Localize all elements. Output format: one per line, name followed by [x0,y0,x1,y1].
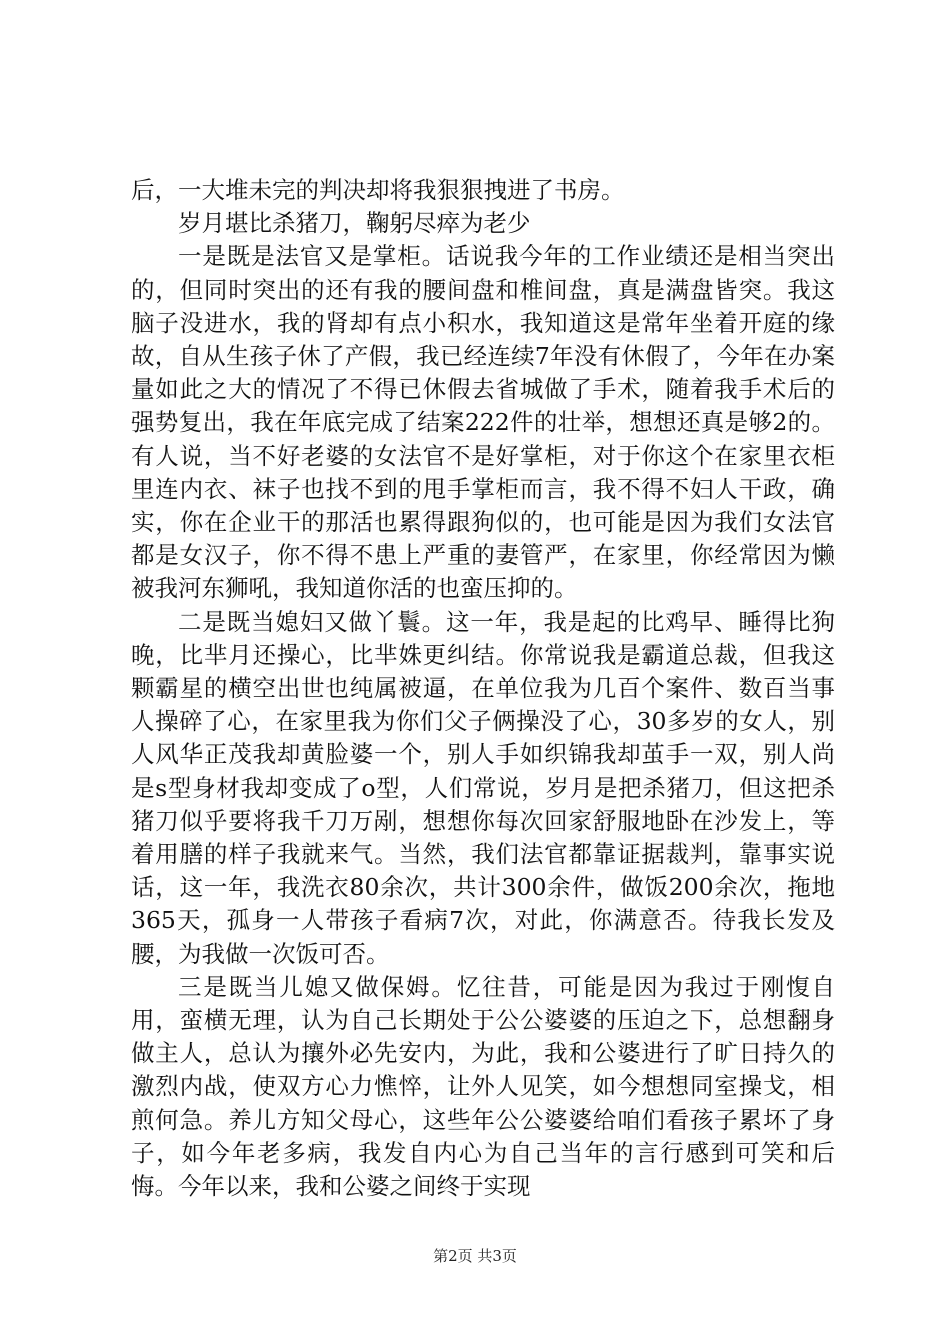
page-footer: 第2页 共3页 [433,1247,517,1265]
paragraph-5: 三是既当儿媳又做保姆。忆往昔，可能是因为我过于刚愎自用，蛮横无理，认为自己长期处于公公婆婆的压迫之下，总想翻身做主人，总认为攘外必先安内，为此，我和公婆进行了旷日持久的激烈内战，使双方心力憔悴，让外人见笑，如今想想同室操戈，相煎何急。养儿方知父母心，这些年公公婆婆给咱们看孩子累坏了身子，如今年老多病，我发自内心为自己当年的言行感到可笑和后悔。今年以来，我和公婆之间终于实现 [131,972,835,1201]
document-body [131,174,835,1203]
paragraph-1: 后，一大堆未完的判决却将我狠狠拽进了书房。 [131,176,625,204]
paragraph-2: 岁月堪比杀猪刀，鞠躬尽瘁为老少 [178,209,531,238]
paragraph-3: 一是既是法官又是掌柜。话说我今年的工作业绩还是相当突出的，但同时突出的还有我的腰间盘和椎间盘，真是满盘皆突。我这脑子没进水，我的肾却有点小积水，我知道这是常年坐着开庭的缘故，自从生孩子休了产假，我已经连续7年没有休假了，今年在办案量如此之大的情况了不得已休假去省城做了手术，随着我手术后的强势复出，我在年底完成了结案222件的壮举，想想还真是够2的。有人说，当不好老婆的女法官不是好掌柜，对于你这个在家里衣柜里连内衣、袜子也找不到的甩手掌柜而言，我不得不妇人干政，确实，你在企业干的那活也累得跟狗似的，也可能是因为我们女法官都是女汉子，你不得不患上严重的妻管严，在家里，你经常因为懒被我河东狮吼，我知道你活的也蛮压抑的。 [131,242,835,603]
paragraph-4: 二是既当媳妇又做丫鬟。这一年，我是起的比鸡早、睡得比狗晚，比芈月还操心，比芈姝更纠结。你常说我是霸道总裁，但我这颗霸星的横空出世也纯属被逼，在单位我为几百个案件、数百当事人操碎了心，在家里我为你们父子俩操没了心，30多岁的女人，别人风华正茂我却黄脸婆一个，别人手如织锦我却茧手一双，别人尚是s型身材我却变成了o型，人们常说，岁月是把杀猪刀，但这把杀猪刀似乎要将我千刀万剐，想想你每次回家舒服地卧在沙发上，等着用膳的样子我就来气。当然，我们法官都靠证据裁判，靠事实说话，这一年，我洗衣80余次，共计300余件，做饭200余次，拖地365天，孤身一人带孩子看病7次，对此，你满意否。待我长发及腰，为我做一次饭可否。 [131,607,835,968]
